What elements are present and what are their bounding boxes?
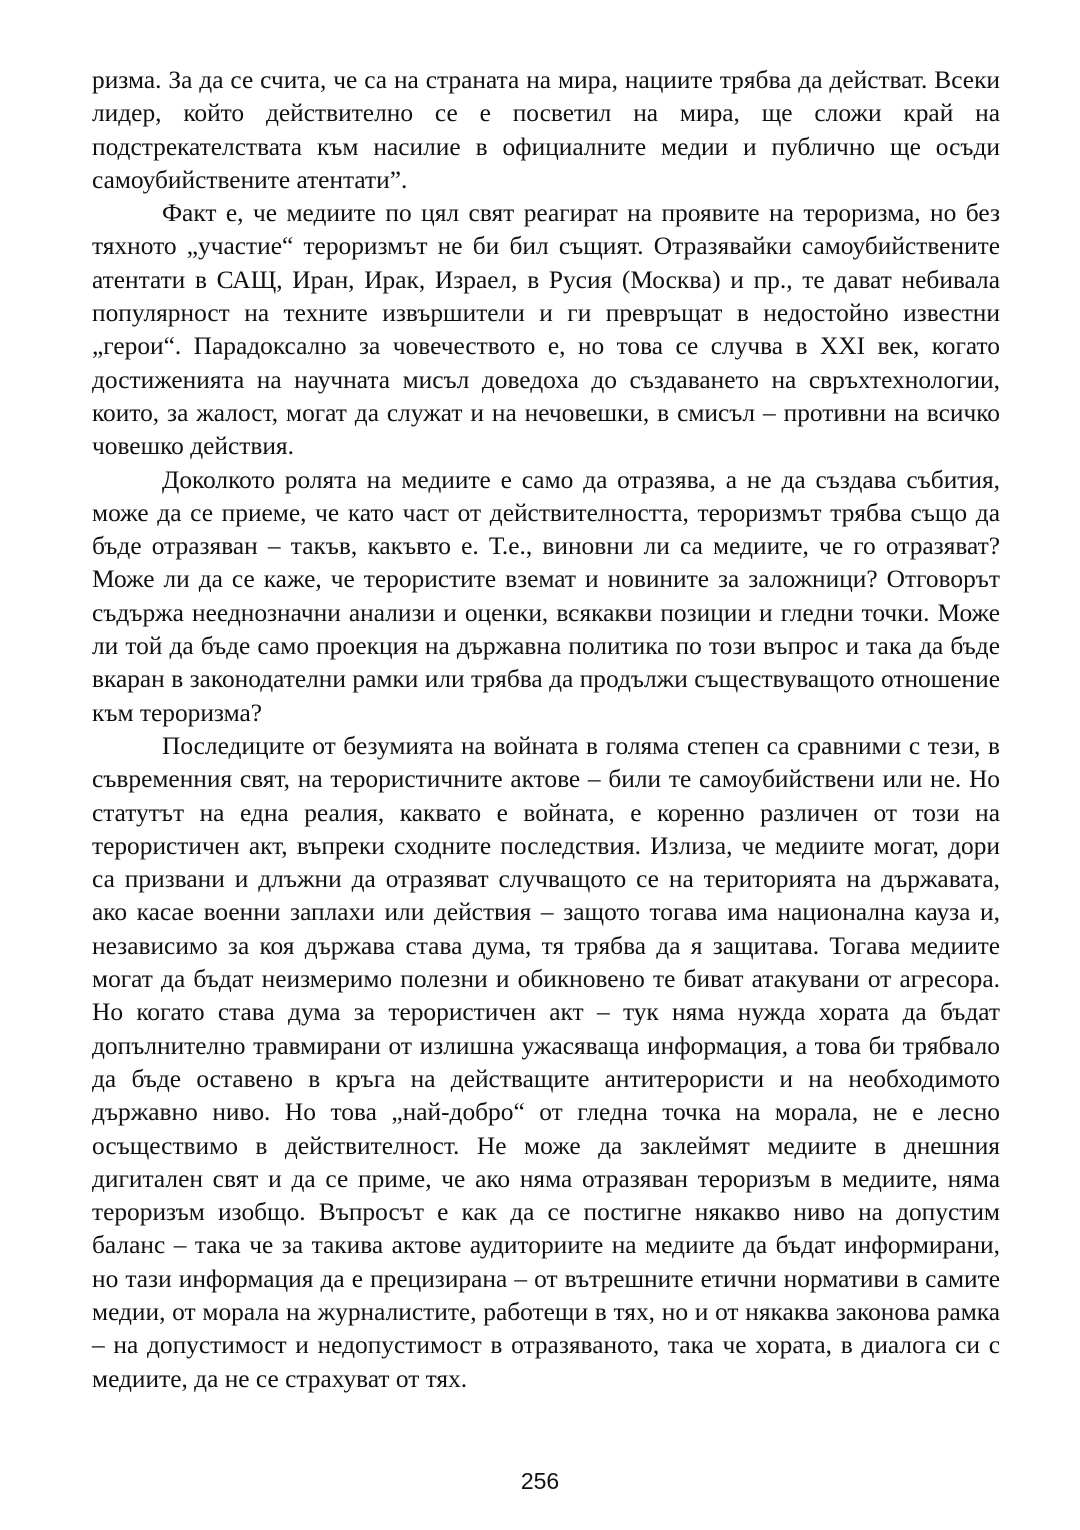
page-body: [92, 64, 1000, 1396]
paragraph-war-consequences: Последиците от безумията на войната в голяма степен са сравними с тези, в съвременния свят, на терористичните актове – били те самоубийствени или не. Но статутът на една реалия, каквато е войната, е коренно различен от този на терористичен акт, въпреки сходните последствия. Излиза, че медиите могат, дори са призвани и длъжни да отразяват случващото се на територията на държавата, ако касае военни заплахи или действия – защото тогава има национална кауза и, независимо за коя държава става дума, тя трябва да я защитава. Тогава медиите могат да бъдат неизмеримо полезни и обикновено те биват атакувани от агресора. Но когато става дума за терористичен акт – тук няма нужда хората да бъдат допълнително травмирани от излишна ужасяваща информация, а това би трябвало да бъде оставено в кръга на действащите антитерористи и на необходимото държавно ниво. Но това „най-добро“ от гледна точка на морала, не е лесно осъществимо в действителност. Не може да заклеймят медиите в днешния дигитален свят и да се приме, че ако няма отразяван тероризъм в медиите, няма тероризъм изобщо. Въпросът е как да се постигне някакво ниво на допустим баланс – така че за такива актове аудиториите на медиите да бъдат информирани, но тази информация да е прецизирана – от вътрешните етични нормативи в самите медии, от морала на журналистите, работещи в тях, но и от някаква законова рамка – на допустимост и недопустимост в отразяваното, така че хората, в диалога си с медиите, да не се страхуват от тях.: [92, 731, 1000, 1393]
paragraph-media-reaction: Факт е, че медиите по цял свят реагират на проявите на тероризма, но без тяхното „участие“ тероризмът не би бил същият. Отразявайки самоубийствените атентати в САЩ, Иран, Ирак, Израел, в Русия (Москва) и пр., те дават небивала популярност на техните извършители и ги превръщат в недостойно известни „герои“. Парадоксално за човечеството е, но това се случва в XXI век, когато достиженията на научната мисъл доведоха до създаването на свръхтехнологии, които, за жалост, могат да служат и на нечовешки, в смисъл – противни на всичко човешко действия.: [92, 199, 1000, 461]
paragraph-continuation: ризма. За да се счита, че са на страната на мира, нациите трябва да действат. Всеки лидер, който действително се е посветил на мира, ще сложи край на подстрекателствата към насилие в официалните медии и публично ще осъди самоубийствените атентати”.: [92, 66, 1000, 194]
page-number: 256: [520, 1468, 560, 1494]
paragraph-media-role: Доколкото ролята на медиите е само да отразява, а не да създава събития, може да се приеме, че като част от действителността, тероризмът трябва също да бъде отразяван – такъв, какъвто е. Т.е., виновни ли са медиите, че го отразяват? Може ли да се каже, че терористите вземат и новините за заложници? Отговорът съдържа нееднозначни анализи и оценки, всякакви позиции и гледни точки. Може ли той да бъде само проекция на държавна политика по този въпрос и така да бъде вкаран в законодателни рамки или трябва да продължи съществуващото отношение към тероризма?: [92, 465, 1000, 727]
